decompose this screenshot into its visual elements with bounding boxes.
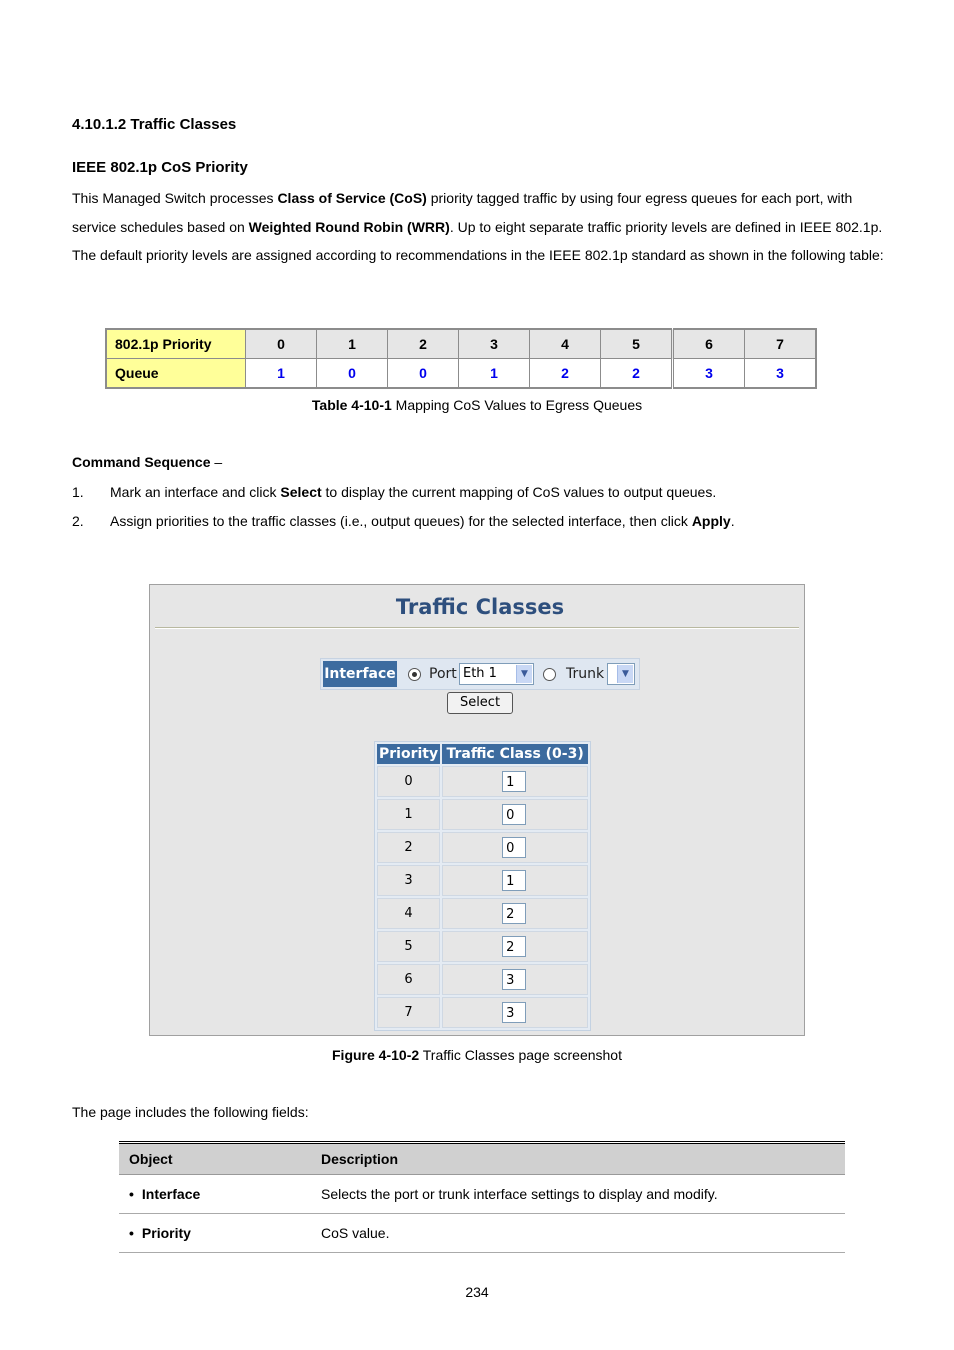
priority-value: 4 [377, 898, 440, 929]
traffic-class-input[interactable]: 0 [502, 837, 526, 858]
interface-label: Interface [323, 661, 397, 687]
field-description: Selects the port or trunk interface settings to display and modify. [311, 1175, 845, 1214]
step-number: 1. [72, 484, 84, 500]
step-item [72, 484, 716, 500]
table-row [377, 997, 588, 1028]
panel-divider [155, 627, 799, 629]
port-label: Port [429, 666, 457, 682]
intro-bold-cos: Class of Service (CoS) [277, 190, 427, 206]
traffic-class-input[interactable]: 3 [502, 1002, 526, 1023]
cos-mapping-table [105, 328, 817, 389]
sub-heading: IEEE 802.1p CoS Priority [72, 159, 248, 176]
priority-cell: 6 [673, 329, 745, 359]
intro-text-1: This Managed Switch processes [72, 190, 278, 206]
traffic-class-input[interactable]: 1 [502, 771, 526, 792]
traffic-class-input[interactable]: 0 [502, 804, 526, 825]
table-row [377, 931, 588, 962]
priority-value: 3 [377, 865, 440, 896]
port-select[interactable] [459, 663, 534, 685]
step-text: Assign priorities to the traffic classes (i.e., output queues) for the selected interface, then click [110, 513, 692, 529]
traffic-class-cell [442, 898, 588, 929]
queue-cell: 2 [530, 359, 601, 389]
priority-table-header [377, 744, 588, 764]
traffic-class-cell [442, 766, 588, 797]
priority-row [106, 329, 816, 359]
fields-intro: The page includes the following fields: [72, 1104, 309, 1120]
queue-cell: 3 [673, 359, 745, 389]
section-heading: 4.10.1.2 Traffic Classes [72, 116, 237, 133]
field-object: • Priority [119, 1214, 311, 1253]
queue-cell: 0 [317, 359, 388, 389]
table-row [377, 865, 588, 896]
priority-value: 0 [377, 766, 440, 797]
traffic-class-input[interactable]: 2 [502, 936, 526, 957]
priority-value: 5 [377, 931, 440, 962]
panel-title: Traffic Classes [395, 595, 565, 619]
command-sequence-heading [72, 454, 222, 470]
priority-value: 2 [377, 832, 440, 863]
fields-table [119, 1141, 845, 1253]
page-number: 234 [465, 1284, 489, 1300]
step-bold: Select [280, 484, 322, 500]
trunk-select[interactable] [607, 663, 635, 685]
priority-row-label: 802.1p Priority [106, 329, 246, 359]
queue-cell: 0 [388, 359, 459, 389]
table-caption-label: Table 4-10-1 [311, 397, 392, 413]
table-row [377, 832, 588, 863]
priority-cell: 0 [246, 329, 317, 359]
queue-cell: 1 [246, 359, 317, 389]
table-caption [0, 397, 954, 413]
queue-cell: 2 [601, 359, 673, 389]
intro-bold-wrr: Weighted Round Robin (WRR) [248, 218, 450, 235]
table-row [377, 766, 588, 797]
port-select-value: Eth 1 [463, 666, 497, 681]
chevron-down-icon: ▼ [516, 665, 532, 683]
traffic-class-cell [442, 931, 588, 962]
priority-cell: 5 [601, 329, 673, 359]
traffic-class-cell [442, 997, 588, 1028]
table-row [377, 898, 588, 929]
command-sequence-dash: – [210, 454, 223, 470]
intro-text-2: priority tagged traffic by using four egress queues for each port, with service schedules based on [72, 190, 853, 235]
figure-caption-label: Figure 4-10-2 [332, 1047, 420, 1063]
priority-cell: 2 [388, 329, 459, 359]
queue-cell: 1 [459, 359, 530, 389]
queue-row [106, 359, 816, 389]
table-row [377, 964, 588, 995]
priority-value: 6 [377, 964, 440, 995]
select-button[interactable]: Select [447, 692, 513, 714]
step-item [72, 513, 735, 529]
description-column-header: Description [311, 1143, 845, 1175]
trunk-radio[interactable] [543, 668, 556, 681]
field-object: • Interface [119, 1175, 311, 1214]
traffic-class-cell [442, 865, 588, 896]
traffic-class-cell [442, 799, 588, 830]
priority-value: 1 [377, 799, 440, 830]
intro-paragraph [72, 184, 884, 270]
traffic-class-input[interactable]: 3 [502, 969, 526, 990]
intro-text-3: . Up to eight separate traffic priority levels are defined in IEEE 802.1p. The default priority levels are assigned according to recommendations in the IEEE 802.1p standard as shown in the following table: [72, 218, 884, 264]
traffic-class-input[interactable]: 1 [502, 870, 526, 891]
command-sequence-label: Command Sequence [72, 454, 211, 470]
table-row [119, 1175, 845, 1214]
queue-cell: 3 [745, 359, 817, 389]
figure-caption [0, 1047, 954, 1063]
step-text: . [730, 513, 735, 529]
step-text: Mark an interface and click [110, 484, 281, 500]
step-number: 2. [72, 513, 84, 529]
step-bold: Apply [691, 513, 731, 529]
port-radio[interactable] [408, 668, 421, 681]
field-description: CoS value. [311, 1214, 845, 1253]
table-caption-text: Mapping CoS Values to Egress Queues [391, 397, 643, 413]
table-row [119, 1214, 845, 1253]
interface-selector [320, 658, 640, 690]
priority-table [374, 741, 591, 1031]
traffic-class-cell [442, 832, 588, 863]
figure-caption-text: Traffic Classes page screenshot [419, 1047, 622, 1063]
chevron-down-icon: ▼ [617, 665, 633, 683]
priority-cell: 1 [317, 329, 388, 359]
priority-cell: 4 [530, 329, 601, 359]
table-row [377, 799, 588, 830]
priority-column-header: Priority [379, 746, 439, 762]
trunk-label: Trunk [566, 666, 605, 682]
step-text: to display the current mapping of CoS values to output queues. [321, 484, 717, 500]
traffic-class-input[interactable]: 2 [502, 903, 526, 924]
queue-row-label: Queue [106, 359, 246, 389]
object-column-header: Object [119, 1143, 311, 1175]
priority-value: 7 [377, 997, 440, 1028]
traffic-class-cell [442, 964, 588, 995]
traffic-classes-screenshot [149, 584, 805, 1036]
traffic-class-column-header: Traffic Class (0-3) [442, 744, 588, 764]
priority-cell: 7 [745, 329, 817, 359]
priority-cell: 3 [459, 329, 530, 359]
fields-table-header [119, 1143, 845, 1175]
